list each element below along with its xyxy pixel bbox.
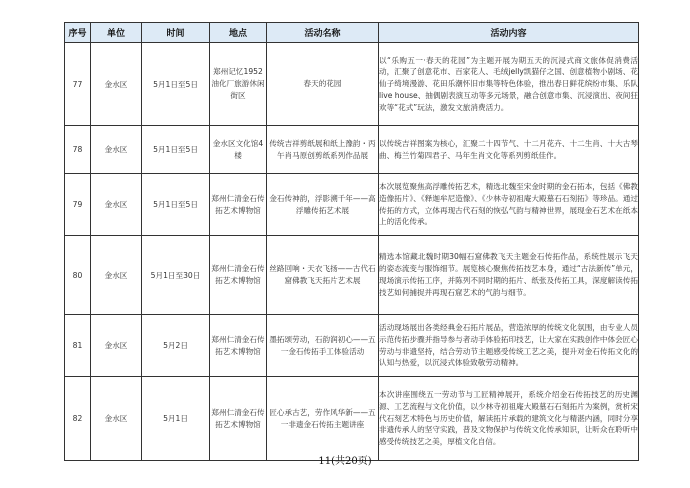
table-header-row xyxy=(65,23,639,43)
row-venue: 郑州仁清金石传拓艺术博物馆 xyxy=(210,174,267,236)
header-unit: 单位 xyxy=(91,23,142,43)
header-name: 活动名称 xyxy=(267,23,379,43)
row-unit: 金水区 xyxy=(91,315,142,377)
header-content: 活动内容 xyxy=(379,23,639,43)
row-content: 本次讲座围绕五一劳动节与工匠精神展开，系统介绍金石传拓技艺的历史渊源、工艺流程与文化价值，以少林寺初祖庵大殿墓石石刻拓片为案例，赏析宋代石刻艺术特色与历史价值，解读拓片承载的建筑文化与精湛内涵，同时分享非遗传承人的坚守实践，普及文物保护与传统文化传承知识，让听众在聆听中感受传统技艺之美，厚植文化自信。 xyxy=(379,377,639,461)
row-time: 5月1日 xyxy=(142,377,210,461)
header-venue: 地点 xyxy=(210,23,267,43)
row-content: 本次展览聚焦高浮雕传拓艺术，精选北魏至宋金时期的金石拓本，包括《佛教造像拓片》、《释迦牟尼造像》、《少林寺初祖庵大殿墓石石刻拓》等珍品。通过传拓的方式，立体再现古代石刻的恢弘气韵与精神世界，展现金石艺术在纸本上的活化传承。 xyxy=(379,174,639,236)
row-venue: 金水区文化馆4楼 xyxy=(210,126,267,174)
row-unit: 金水区 xyxy=(91,126,142,174)
row-venue: 郑州仁清金石传拓艺术博物馆 xyxy=(210,236,267,315)
row-content: 精选本馆藏北魏时期30幅石窟佛教飞天主题金石传拓作品，系统性展示飞天的姿态流变与服饰细节。展览核心聚焦传拓技艺本身，通过“古法新传”单元，现场演示传拓工序，并陈列不同时期的拓片、纸张及传拓工具，深度解读传拓技艺如何捕捉并再现石窟艺术的气韵与细节。 xyxy=(379,236,639,315)
row-activity-name: 丝路回响・天衣飞扬——古代石窟佛教飞天拓片艺术展 xyxy=(267,236,379,315)
row-venue: 郑州仁清金石传拓艺术博物馆 xyxy=(210,315,267,377)
table-row xyxy=(65,174,639,236)
table-row xyxy=(65,236,639,315)
row-time: 5月2日 xyxy=(142,315,210,377)
row-venue: 郑州记忆1952油化厂旅游休闲街区 xyxy=(210,43,267,126)
row-time: 5月1日至5日 xyxy=(142,126,210,174)
row-venue: 郑州仁清金石传拓艺术博物馆 xyxy=(210,377,267,461)
row-no: 79 xyxy=(65,174,91,236)
row-unit: 金水区 xyxy=(91,377,142,461)
row-time: 5月1日至5日 xyxy=(142,43,210,126)
table-row xyxy=(65,126,639,174)
row-activity-name: 墨拓颂劳动，石韵润初心——五一金石传拓手工体验活动 xyxy=(267,315,379,377)
page-number: 11(共20页) xyxy=(318,456,372,467)
row-unit: 金水区 xyxy=(91,43,142,126)
row-no: 82 xyxy=(65,377,91,461)
header-time: 时间 xyxy=(142,23,210,43)
row-no: 81 xyxy=(65,315,91,377)
row-activity-name: 金石传神韵，浮影溯千年——高浮雕传拓艺术展 xyxy=(267,174,379,236)
row-no: 78 xyxy=(65,126,91,174)
header-no: 序号 xyxy=(65,23,91,43)
row-activity-name: 匠心承古艺，劳作风华新——五一非遗金石传拓主题讲座 xyxy=(267,377,379,461)
row-time: 5月1日至5日 xyxy=(142,174,210,236)
row-no: 77 xyxy=(65,43,91,126)
row-content: 以“乐购五一·春天的花园”为主题开展为期五天的沉浸式商文旅体促消费活动，汇聚了创意花市、百家花人、毛绒jelly凯猫仔之国、创意植物小剧场、花仙子绮境漫游、花田乐潮怀旧市集等特色体验，推出春日鲜花缤纷市集、乐队live house、抽偶剧表演互动等多元场景，融合创意市集、沉浸演出、夜间狂欢等“花式”玩法，激发文旅消费活力。 xyxy=(379,43,639,126)
events-table xyxy=(64,22,639,461)
row-unit: 金水区 xyxy=(91,174,142,236)
table-row xyxy=(65,43,639,126)
row-content: 活动现场展出各类经典金石拓片展品，营造浓厚的传统文化氛围，由专业人员示范传拓步骤并指导参与者动手体验拓印技艺，让大家在实践创作中体会匠心劳动与非遗坚持，结合劳动节主题感受传统工艺之美，提升对金石传拓文化的认知与热爱，以沉浸式体验致敬劳动精神。 xyxy=(379,315,639,377)
row-activity-name: 传统吉祥剪纸展和纸上豫韵・丙午肖马原创剪纸系列作品展 xyxy=(267,126,379,174)
row-time: 5月1日至30日 xyxy=(142,236,210,315)
row-no: 80 xyxy=(65,236,91,315)
table-row xyxy=(65,377,639,461)
table-row xyxy=(65,315,639,377)
row-unit: 金水区 xyxy=(91,236,142,315)
row-content: 以传统吉祥图案为核心，汇聚二十四节气、十二月花卉、十二生肖、十大古琴曲、梅兰竹菊四君子、马年生肖文化等系列剪纸佳作。 xyxy=(379,126,639,174)
row-activity-name: 春天的花园 xyxy=(267,43,379,126)
